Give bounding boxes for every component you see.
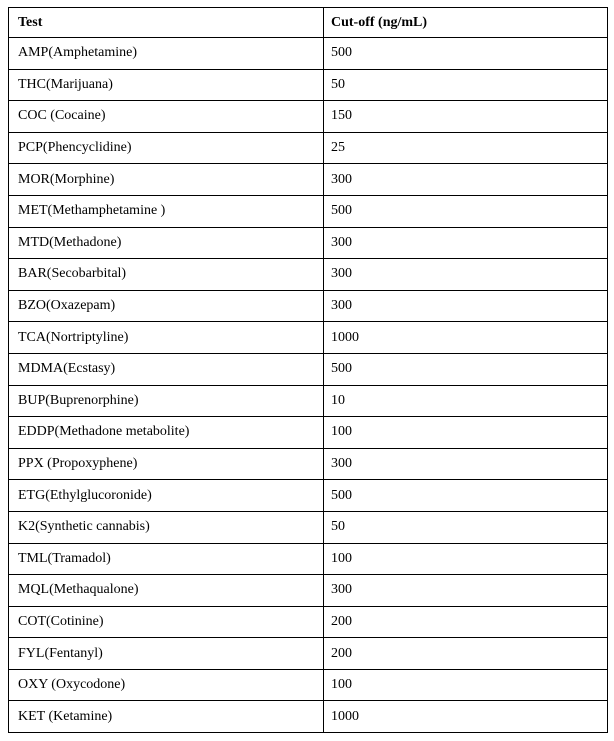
cell-cutoff-value: 50 (324, 69, 608, 101)
cell-cutoff-value: 300 (324, 448, 608, 480)
table-row (9, 448, 608, 480)
cell-cutoff-value: 25 (324, 132, 608, 164)
cell-test-name: THC(Marijuana) (9, 69, 324, 101)
cell-test-name: BZO(Oxazepam) (9, 290, 324, 322)
header-test: Test (9, 8, 324, 38)
cell-cutoff-value: 500 (324, 195, 608, 227)
cell-test-name: MDMA(Ecstasy) (9, 353, 324, 385)
table-row (9, 132, 608, 164)
cell-test-name: PCP(Phencyclidine) (9, 132, 324, 164)
cell-cutoff-value: 300 (324, 259, 608, 291)
cell-test-name: ETG(Ethylglucoronide) (9, 480, 324, 512)
cell-cutoff-value: 500 (324, 38, 608, 70)
cell-cutoff-value: 1000 (324, 322, 608, 354)
table-row (9, 385, 608, 417)
cell-test-name: MOR(Morphine) (9, 164, 324, 196)
table-row (9, 195, 608, 227)
cell-test-name: KET (Ketamine) (9, 701, 324, 733)
table-row (9, 669, 608, 701)
table-row (9, 480, 608, 512)
table-row (9, 227, 608, 259)
table-row (9, 38, 608, 70)
cell-test-name: AMP(Amphetamine) (9, 38, 324, 70)
header-cutoff: Cut-off (ng/mL) (324, 8, 608, 38)
cutoff-table (8, 7, 608, 733)
cell-cutoff-value: 150 (324, 101, 608, 133)
cell-test-name: K2(Synthetic cannabis) (9, 511, 324, 543)
table-row (9, 322, 608, 354)
cell-cutoff-value: 10 (324, 385, 608, 417)
table-row (9, 543, 608, 575)
table-row (9, 638, 608, 670)
cell-cutoff-value: 1000 (324, 701, 608, 733)
cell-test-name: PPX (Propoxyphene) (9, 448, 324, 480)
cell-test-name: OXY (Oxycodone) (9, 669, 324, 701)
table-row (9, 511, 608, 543)
cell-cutoff-value: 200 (324, 606, 608, 638)
cell-test-name: EDDP(Methadone metabolite) (9, 417, 324, 449)
cell-cutoff-value: 300 (324, 164, 608, 196)
cell-cutoff-value: 500 (324, 353, 608, 385)
cell-test-name: MTD(Methadone) (9, 227, 324, 259)
table-row (9, 69, 608, 101)
cell-test-name: TCA(Nortriptyline) (9, 322, 324, 354)
table-row (9, 701, 608, 733)
table-row (9, 417, 608, 449)
cell-test-name: MET(Methamphetamine ) (9, 195, 324, 227)
table-row (9, 606, 608, 638)
cell-test-name: FYL(Fentanyl) (9, 638, 324, 670)
table-row (9, 259, 608, 291)
cell-cutoff-value: 500 (324, 480, 608, 512)
cell-test-name: TML(Tramadol) (9, 543, 324, 575)
table-header-row (9, 8, 608, 38)
cell-cutoff-value: 300 (324, 575, 608, 607)
cell-test-name: BUP(Buprenorphine) (9, 385, 324, 417)
cell-cutoff-value: 300 (324, 227, 608, 259)
cell-test-name: BAR(Secobarbital) (9, 259, 324, 291)
table-row (9, 575, 608, 607)
cell-cutoff-value: 100 (324, 669, 608, 701)
table-body (9, 38, 608, 733)
cell-cutoff-value: 300 (324, 290, 608, 322)
table-row (9, 164, 608, 196)
cell-cutoff-value: 200 (324, 638, 608, 670)
table-row (9, 353, 608, 385)
cell-cutoff-value: 100 (324, 417, 608, 449)
cell-test-name: COT(Cotinine) (9, 606, 324, 638)
table-row (9, 101, 608, 133)
table-row (9, 290, 608, 322)
cell-test-name: MQL(Methaqualone) (9, 575, 324, 607)
cell-cutoff-value: 50 (324, 511, 608, 543)
cell-test-name: COC (Cocaine) (9, 101, 324, 133)
cell-cutoff-value: 100 (324, 543, 608, 575)
